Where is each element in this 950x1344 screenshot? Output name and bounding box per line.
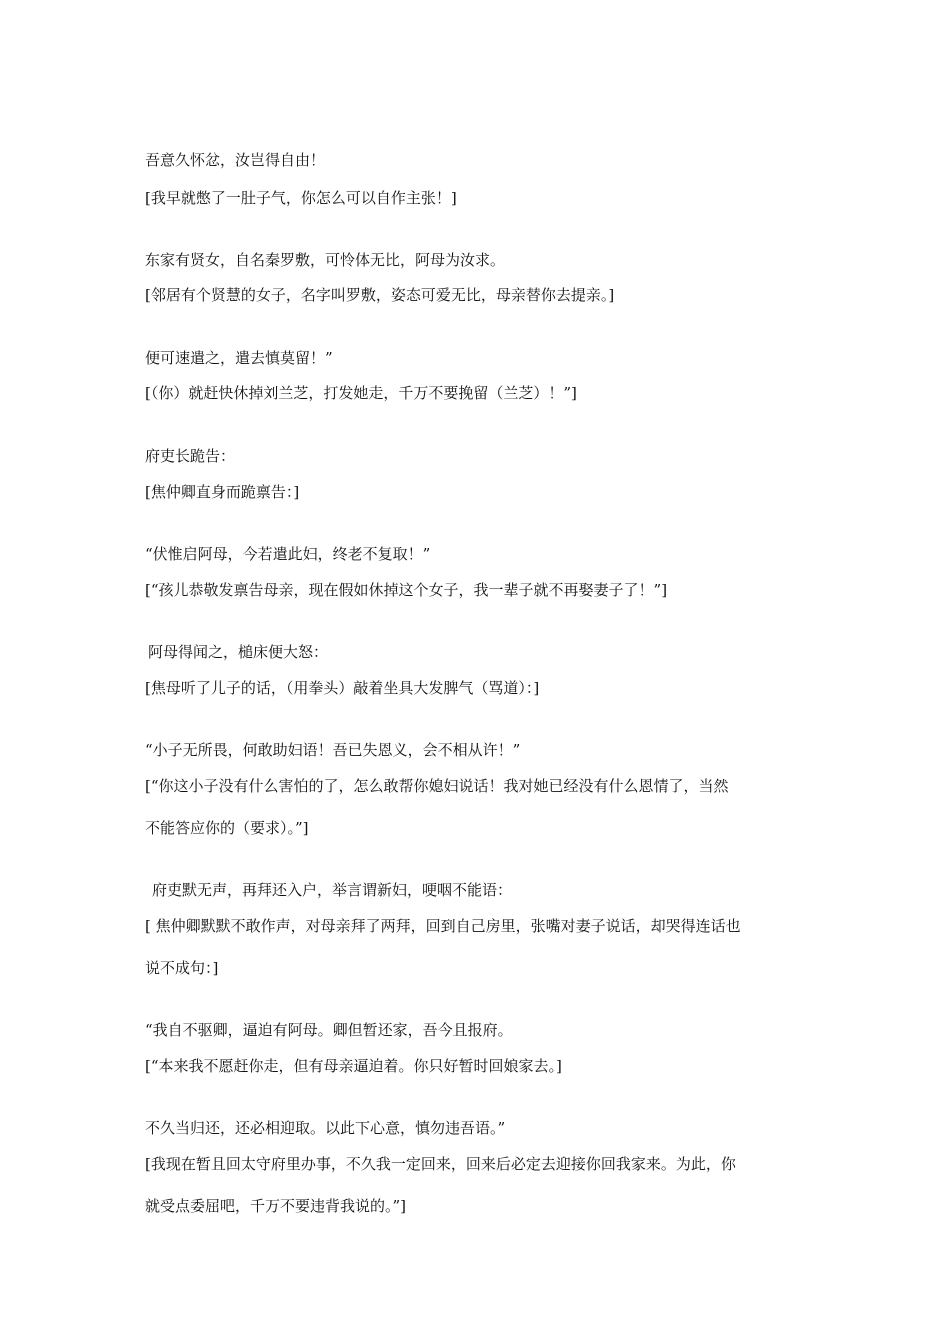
translation-line: [ 焦仲卿默默不敢作声，对母亲拜了两拜，回到自己房里，张嘴对妻子说话，却哭得连话也 [145,917,741,935]
translation-line: [“你这小子没有什么害怕的了，怎么敢帮你媳妇说话！我对她已经没有什么恩情了，当然 [145,777,729,795]
original-line: 吾意久怀忿，汝岂得自由！ [145,151,326,169]
original-line: 便可速遣之，遣去慎莫留！” [145,349,333,367]
translation-line: [（你）就赶快休掉刘兰芝，打发她走，千万不要挽留（兰芝）！”] [145,384,577,402]
translation-line: [我早就憋了一肚子气，你怎么可以自作主张！] [145,189,457,207]
translation-line: 不能答应你的（要求）。”] [145,819,309,837]
original-line: “伏惟启阿母，今若遣此妇，终老不复取！” [145,545,431,563]
original-line: 府吏默无声，再拜还入户，举言谓新妇，哽咽不能语： [152,881,513,899]
translation-line: 就受点委屈吧，千万不要违背我说的。”] [145,1197,407,1215]
translation-line: [我现在暂且回太守府里办事，不久我一定回来，回来后必定去迎接你回我家来。为此，你 [145,1155,736,1173]
original-line: “小子无所畏，何敢助妇语！吾已失恩义，会不相从许！” [145,741,521,759]
translation-line: 说不成句：] [145,959,219,977]
translation-line: [焦仲卿直身而跪禀告：] [145,483,300,501]
translation-line: [“本来我不愿赶你走，但有母亲逼迫着。你只好暂时回娘家去。] [145,1057,562,1075]
translation-line: [邻居有个贤慧的女子，名字叫罗敷，姿态可爱无比，母亲替你去提亲。] [145,286,615,304]
original-line: 东家有贤女，自名秦罗敷，可怜体无比，阿母为汝求。 [145,251,506,269]
translation-line: [焦母听了儿子的话，（用拳头）敲着坐具大发脾气（骂道）：] [145,679,540,697]
original-line: 不久当归还，还必相迎取。以此下心意，慎勿违吾语。” [145,1119,506,1137]
translation-line: [“孩儿恭敬发禀告母亲，现在假如休掉这个女子，我一辈子就不再娶妻子了！”] [145,581,668,599]
original-line: 阿母得闻之，槌床便大怒： [148,643,329,661]
original-line: 府吏长跪告： [145,447,236,465]
original-line: “我自不驱卿，逼迫有阿母。卿但暂还家，吾今且报府。 [145,1021,513,1039]
